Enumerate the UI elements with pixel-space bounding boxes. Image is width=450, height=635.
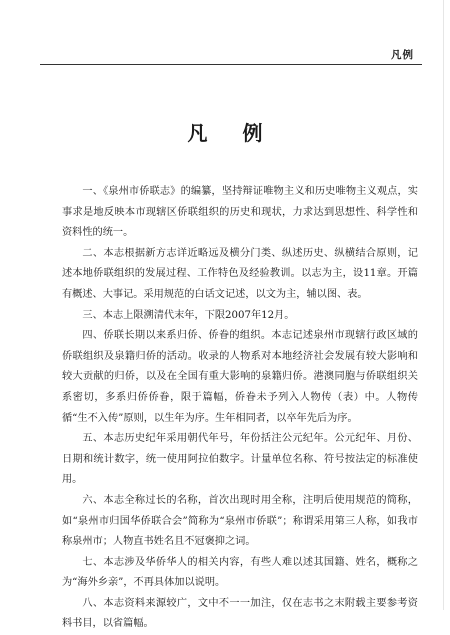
paragraph-6: 六、本志全称过长的名称，首次出现时用全称，注明后使用规范的简称，如“泉州市归国华侨联合会”简称为“泉州市侨联”；称谓采用第三人称，如我市称泉州市；人物直书姓名且不冠褒抑之词。 [62,494,418,548]
paragraph-2: 二、本志根据新方志详近略远及横分门类、纵述历史、纵横结合原则，记述本地侨联组织的发展过程、工作特色及经验教训。以志为主，设11章。开篇有概述、大事记。采用规范的白话文记述，以文为主，辅以图、表。 [62,247,418,300]
page-title: 凡 例 [187,121,277,145]
body-text [62,182,418,635]
page-edge-line [443,0,444,610]
paragraph-4: 四、侨联长期以来系归侨、侨眷的组织。本志记述泉州市现辖行政区域的侨联组织及泉籍归侨的活动。收录的人物系对本地经济社会发展有较大影响和较大贡献的归侨，以及在全国有重大影响的泉籍归侨。港澳同胞与侨联组织关系密切，多系归侨侨眷，限于篇幅，侨眷未予列入人物传（表）中。人物传循“生不入传”原则，以生年为序。生年相同者，以卒年先后为序。 [62,330,418,424]
paragraph-7: 七、本志涉及华侨华人的相关内容，有些人难以述其国籍、姓名，概称之为“海外乡亲”，不再具体加以说明。 [62,556,418,589]
paragraph-3: 三、本志上限溯清代末年，下限2007年12月。 [82,309,295,321]
paragraph-5: 五、本志历史纪年采用朝代年号，年份括注公元纪年。公元纪年、月份、日期和统计数字，统一使用阿拉伯数字。计量单位名称、符号按法定的标准使用。 [62,433,418,486]
running-header: 凡例 [391,49,414,61]
header-rule [40,64,422,65]
paragraph-1: 一、《泉州市侨联志》的编纂，坚持辩证唯物主义和历史唯物主义观点，实事求是地反映本市现辖区侨联组织的历史和现状，力求达到思想性、科学性和资料性的统一。 [62,186,418,239]
paragraph-8: 八、本志资料来源较广，文中不一一加注，仅在志书之末附载主要参考资料书目，以省篇幅。 [62,597,418,630]
